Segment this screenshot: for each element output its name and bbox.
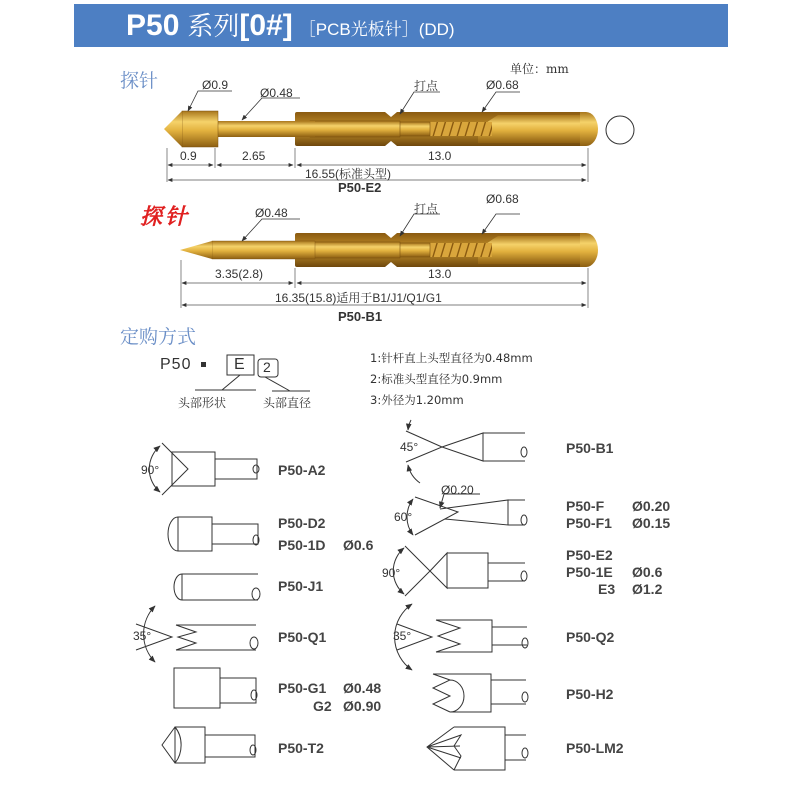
- order-head-diameter-code: 2: [263, 359, 271, 375]
- tip-f-diameter: Ø0.20: [632, 498, 671, 514]
- e2-angle: 90°: [382, 566, 401, 580]
- e2-head-diameter: Ø0.9: [202, 78, 229, 92]
- section-title-probe-red: 探针: [140, 205, 191, 230]
- section-title-ordering: 定购方式: [120, 326, 197, 348]
- ordering-code-diagram: [195, 355, 310, 391]
- f-angle: 60°: [394, 510, 413, 524]
- order-note-2: 2:标准头型直径为0.9mm: [370, 372, 503, 386]
- e2-dim-head: 0.9: [180, 149, 197, 163]
- tip-f1-model: P50-F1: [566, 515, 612, 531]
- b1-angle: 45°: [400, 440, 419, 454]
- b1-total-length: 16.35(15.8)适用于B1/J1/Q1/G1: [275, 291, 442, 305]
- tip-h2-model: P50-H2: [566, 686, 614, 702]
- tip-g1-diameter: Ø0.48: [343, 680, 382, 696]
- order-head-shape-code: E: [234, 356, 245, 373]
- title-series: 系列: [187, 11, 240, 41]
- tip-lm2-model: P50-LM2: [566, 740, 624, 756]
- tip-g2-model: G2: [313, 698, 332, 714]
- tip-f1-diameter: Ø0.15: [632, 515, 671, 531]
- section-title-probe: 探针: [120, 70, 159, 92]
- tip-e3-diameter: Ø1.2: [632, 581, 663, 597]
- a2-angle: 90°: [141, 463, 160, 477]
- tip-shapes-left: [136, 443, 260, 763]
- order-note-1: 1:针杆直上头型直径为0.48mm: [370, 351, 533, 365]
- q1-angle: 35°: [133, 629, 152, 643]
- tip-1d-model: P50-1D: [278, 537, 326, 553]
- e2-plunger-diameter: Ø0.48: [260, 86, 293, 100]
- f-tip-diameter: Ø0.20: [441, 483, 474, 497]
- q2-angle: 35°: [393, 629, 412, 643]
- tip-1e-model: P50-1E: [566, 564, 613, 580]
- b1-model-name: P50-B1: [338, 309, 383, 324]
- title-model-code: P50: [126, 9, 180, 42]
- b1-dim-plunger: 3.35(2.8): [215, 267, 264, 281]
- e2-dim-barrel: 13.0: [428, 149, 452, 163]
- e2-dim-plunger: 2.65: [242, 149, 266, 163]
- tip-shapes-right: [393, 420, 528, 770]
- b1-plunger-diameter: Ø0.48: [255, 206, 288, 220]
- tip-1d-diameter: Ø0.6: [343, 537, 374, 553]
- order-head-shape-label: 头部形状: [178, 396, 227, 410]
- e2-total-length: 16.55(标准头型): [305, 167, 392, 181]
- tip-g2-diameter: Ø0.90: [343, 698, 382, 714]
- tip-e3-model: E3: [598, 581, 616, 597]
- tip-j1-model: P50-J1: [278, 578, 324, 594]
- tip-q1-model: P50-Q1: [278, 629, 327, 645]
- b1-dim-barrel: 13.0: [428, 267, 452, 281]
- tip-g1-model: P50-G1: [278, 680, 327, 696]
- unit-label: 单位：mm: [510, 62, 569, 76]
- probe-e2-drawing: [164, 91, 634, 182]
- tip-1e-diameter: Ø0.6: [632, 564, 663, 580]
- title-series-number: [0#]: [239, 9, 293, 42]
- e2-crimp-label: 打点: [414, 79, 439, 93]
- e2-model-name: P50-E2: [338, 180, 382, 195]
- e2-barrel-diameter: Ø0.68: [486, 78, 519, 92]
- order-prefix: P50: [160, 356, 192, 373]
- tip-t2-model: P50-T2: [278, 740, 324, 756]
- tip-d2-model: P50-D2: [278, 515, 326, 531]
- order-head-diameter-label: 头部直径: [263, 396, 312, 410]
- b1-crimp-label: 打点: [414, 202, 439, 216]
- b1-barrel-diameter: Ø0.68: [486, 192, 519, 206]
- tip-e2-model: P50-E2: [566, 547, 613, 563]
- tip-q2-model: P50-Q2: [566, 629, 615, 645]
- tip-a2-model: P50-A2: [278, 462, 326, 478]
- order-note-3: 3:外径为1.20mm: [370, 393, 464, 407]
- tip-f-model: P50-F: [566, 498, 605, 514]
- tip-b1-model: P50-B1: [566, 440, 614, 456]
- title-subtitle: ［PCB光板针］(DD): [298, 20, 455, 39]
